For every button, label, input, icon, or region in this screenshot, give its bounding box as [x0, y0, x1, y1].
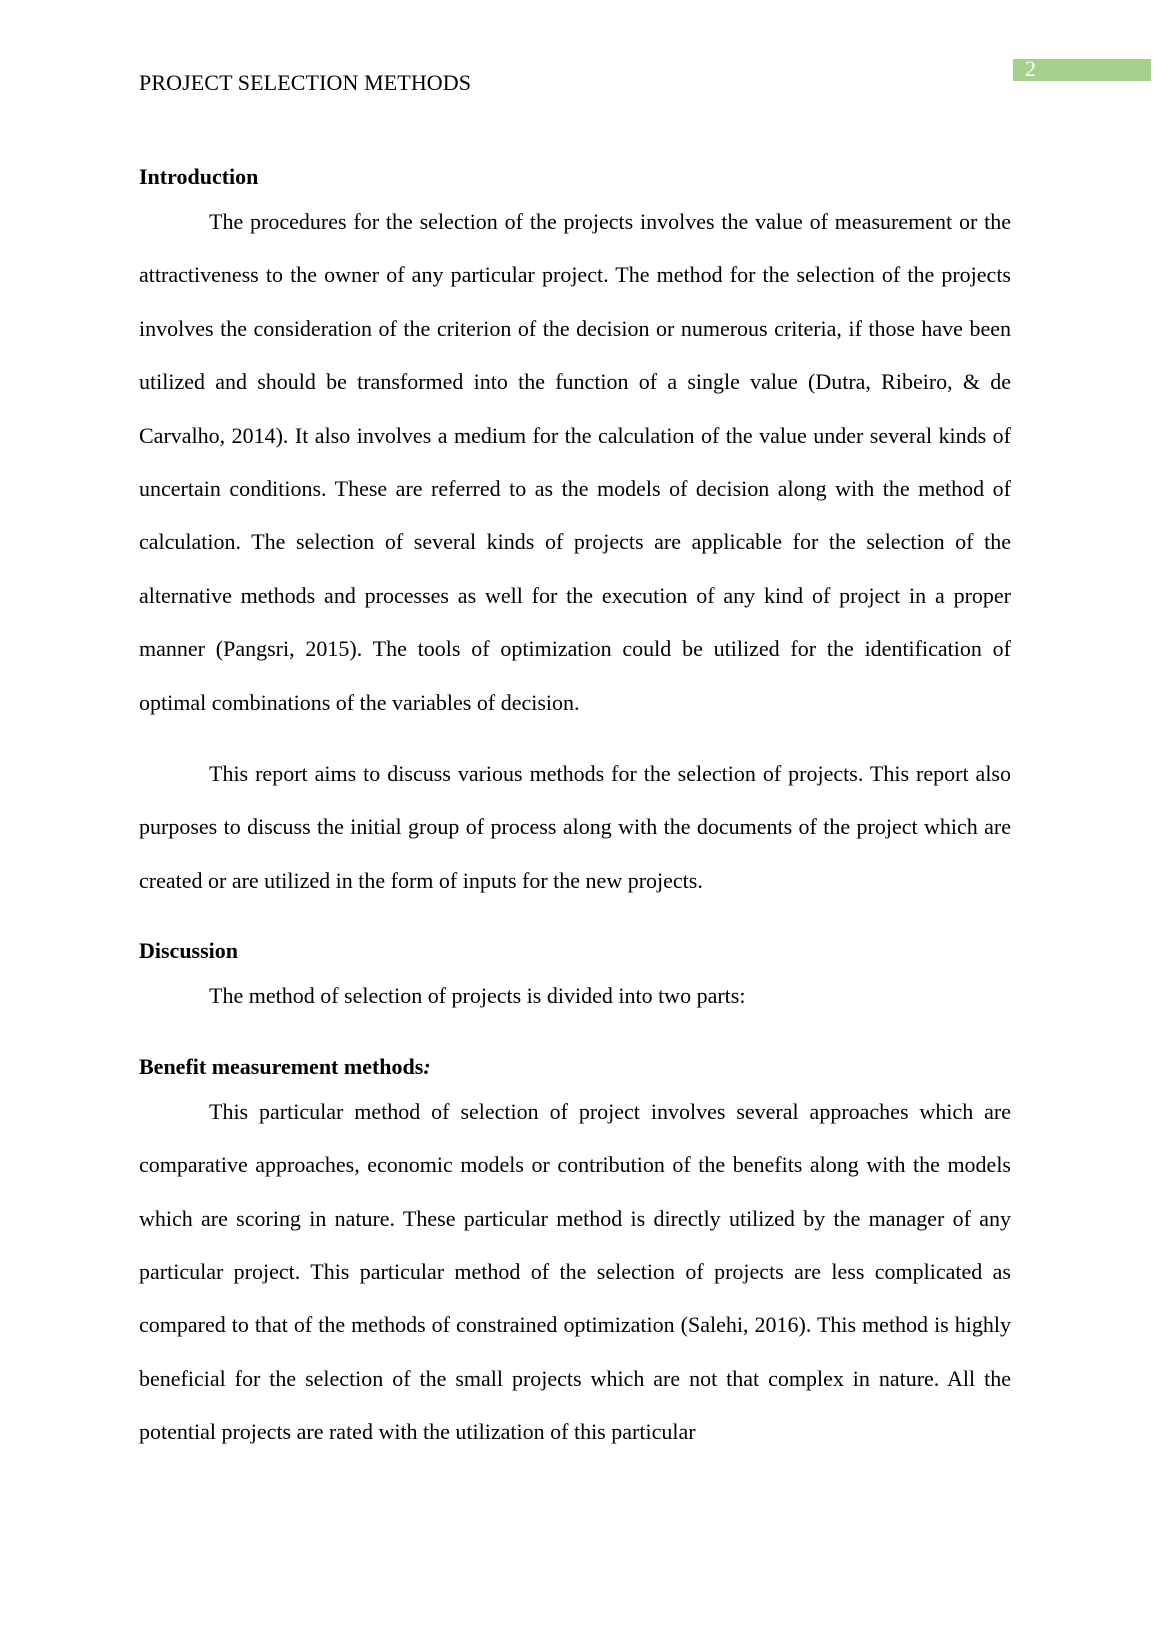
introduction-paragraph-2: This report aims to discuss various methods for the selection of projects. This report also purposes to discuss the initial group of process along with the documents of the project which are created or are utilized in the form of inputs for the new projects.: [139, 761, 1011, 893]
introduction-heading: Introduction: [139, 164, 259, 189]
benefit-measurement-paragraph-1: This particular method of selection of project involves several approaches which are comparative approaches, economic models or contribution of the benefits along with the models which are scoring in nature. These particular method is directly utilized by the manager of any particular project. This particular method of the selection of projects are less complicated as compared to that of the methods of constrained optimization (Salehi, 2016). This method is highly beneficial for the selection of the small projects which are not that complex in nature. All the potential projects are rated with the utilization of this particular: [139, 1098, 1011, 1445]
benefit-measurement-heading: [139, 1048, 1011, 1085]
running-head: PROJECT SELECTION METHODS: [139, 70, 472, 95]
discussion-heading: Discussion: [139, 938, 239, 964]
document-body: [139, 158, 1011, 1459]
benefit-measurement-heading-colon: :: [423, 1053, 431, 1079]
benefit-measurement-heading-text: Benefit measurement methods: [139, 1053, 424, 1079]
discussion-paragraph-1: The method of selection of projects is divided into two parts:: [209, 983, 746, 1009]
page-number: 2: [1025, 56, 1036, 81]
introduction-paragraph-1: The procedures for the selection of the projects involves the value of measurement or the attractiveness to the owner of any particular project. The method for the selection of the projects involves the consideration of the criterion of the decision or numerous criteria, if those have been utilized and should be transformed into the function of a single value (Dutra, Ribeiro, & de Carvalho, 2014). It also involves a medium for the calculation of the value under several kinds of uncertain conditions. These are referred to as the models of decision along with the method of calculation. The selection of several kinds of projects are applicable for the selection of the alternative methods and processes as well for the execution of any kind of project in a proper manner (Pangsri, 2015). The tools of optimization could be utilized for the identification of optimal combinations of the variables of decision.: [139, 209, 1011, 715]
page-number-bar: [1013, 56, 1151, 81]
